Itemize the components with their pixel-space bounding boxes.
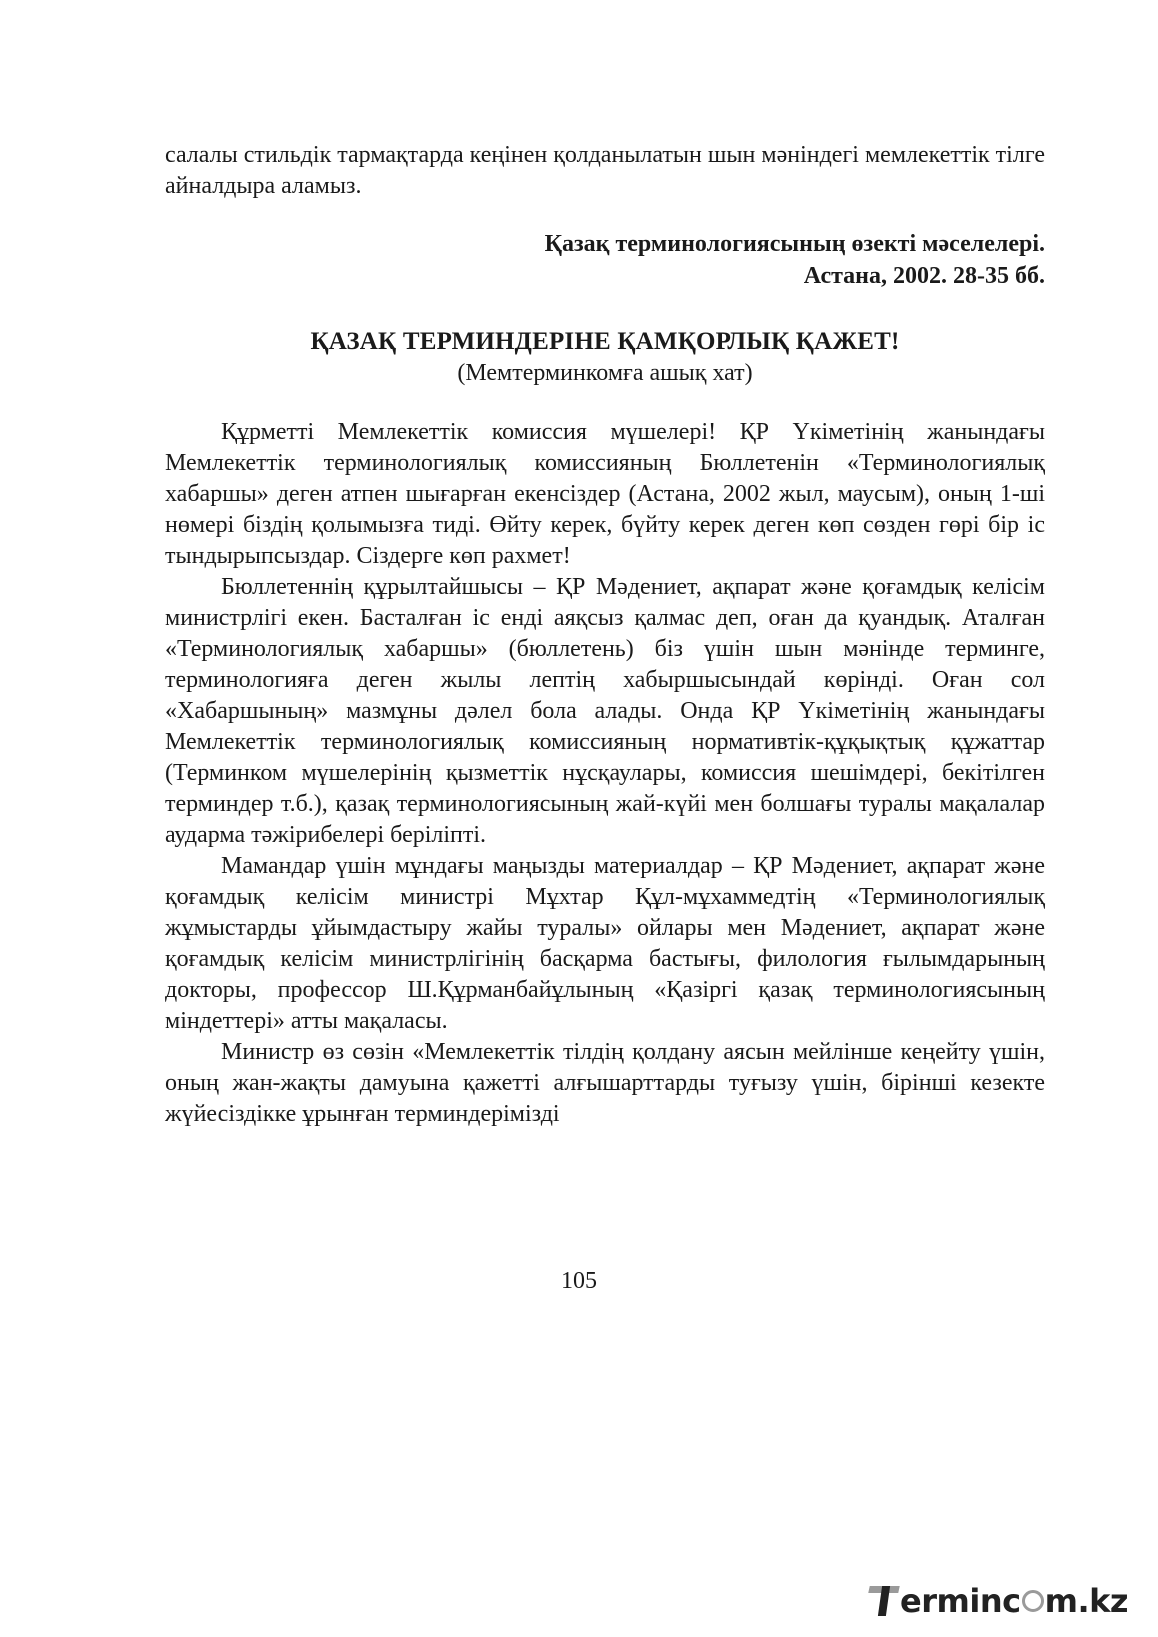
article-subtitle: (Мемтерминкомға ашық хат) [457,360,753,386]
article-title: ҚАЗАҚ ТЕРМИНДЕРІНЕ ҚАМҚОРЛЫҚ ҚАЖЕТ! [310,328,900,355]
globe-o-icon [1022,1590,1044,1612]
watermark-text-ermin: ermin [900,1582,1003,1620]
paragraph-1: Құрметті Мемлекеттік комиссия мүшелері! ҚР Үкіметінің жанындағы Мемлекеттік терминологиялық комиссияның Бюллетенін «Терминологиялық хабаршы» деген атпен шығарған екенсіздер (Астана, 2002 жыл, маусым), оның 1-ші нөмері біздің қолымызға тиді. Өйту керек, бүйту керек деген көп сөзден гөрі бір іс тындырыпсыздар. Сіздерге көп рахмет! [165,419,1045,569]
citation-line-1: Қазақ терминологиясының өзекті мәселелері. [544,231,1045,257]
paragraph-4: Министр өз сөзін «Мемлекеттік тілдің қолдану аясын мейлінше кеңейту үшін, оның жан-жақты дамуына қажетті алғышарттарды туғызу үшін, бірінші кезекте жүйесіздікке ұрынған терминдерімізді [165,1039,1045,1127]
opening-paragraph: салалы стильдік тармақтарда кеңінен қолданылатын шын мәніндегі мемлекеттік тілге айналдыра аламыз. [165,142,1045,199]
watermark-text-domain: m.kz [1044,1582,1128,1620]
page-number: 105 [561,1268,597,1294]
article-heading [165,326,1045,389]
page-content [165,140,1045,1130]
citation-line-2: Астана, 2002. 28-35 бб. [803,263,1045,289]
t-logo-icon [869,1584,899,1618]
article-body [165,417,1045,1130]
paragraph-2: Бюллетеннің құрылтайшысы – ҚР Мәдениет, ақпарат және қоғамдық келісім министрлігі екен. Басталған іс енді аяқсыз қалмас деп, оған да қуандық. Аталған «Терминологиялық хабаршы» (бюллетень) біз үшін шын мәнінде терминге, терминологияға деген жылы лептің хабыршысындай көрінді. Оған сол «Хабаршының» мазмұны дәлел бола алады. Онда ҚР Үкіметінің жанындағы Мемлекеттік терминологиялық комиссияның нормативтік-құқықтық құжаттар (Терминком мүшелерінің қызметтік нұсқаулары, комиссия шешімдері, бекітілген терминдер т.б.), қазақ терминологиясының жай-күйі мен болшағы туралы мақалалар аударма тәжірибелері беріліпті. [165,574,1045,848]
citation [165,228,1045,292]
terminkom-watermark-logo [869,1579,1128,1623]
paragraph-3: Мамандар үшін мұндағы маңызды материалдар – ҚР Мәдениет, ақпарат және қоғамдық келісім министрі Мұхтар Құл-мұхаммедтің «Терминологиялық жұмыстарды ұйымдастыру жайы туралы» ойлары мен Мәдениет, ақпарат және қоғамдық келісім министрлігінің басқарма бастығы, филология ғылымдарының докторы, профессор Ш.Құрманбайұлының «Қазіргі қазақ терминологиясының міндеттері» атты мақаласы. [165,853,1045,1034]
watermark-text-c: c [1002,1582,1021,1620]
